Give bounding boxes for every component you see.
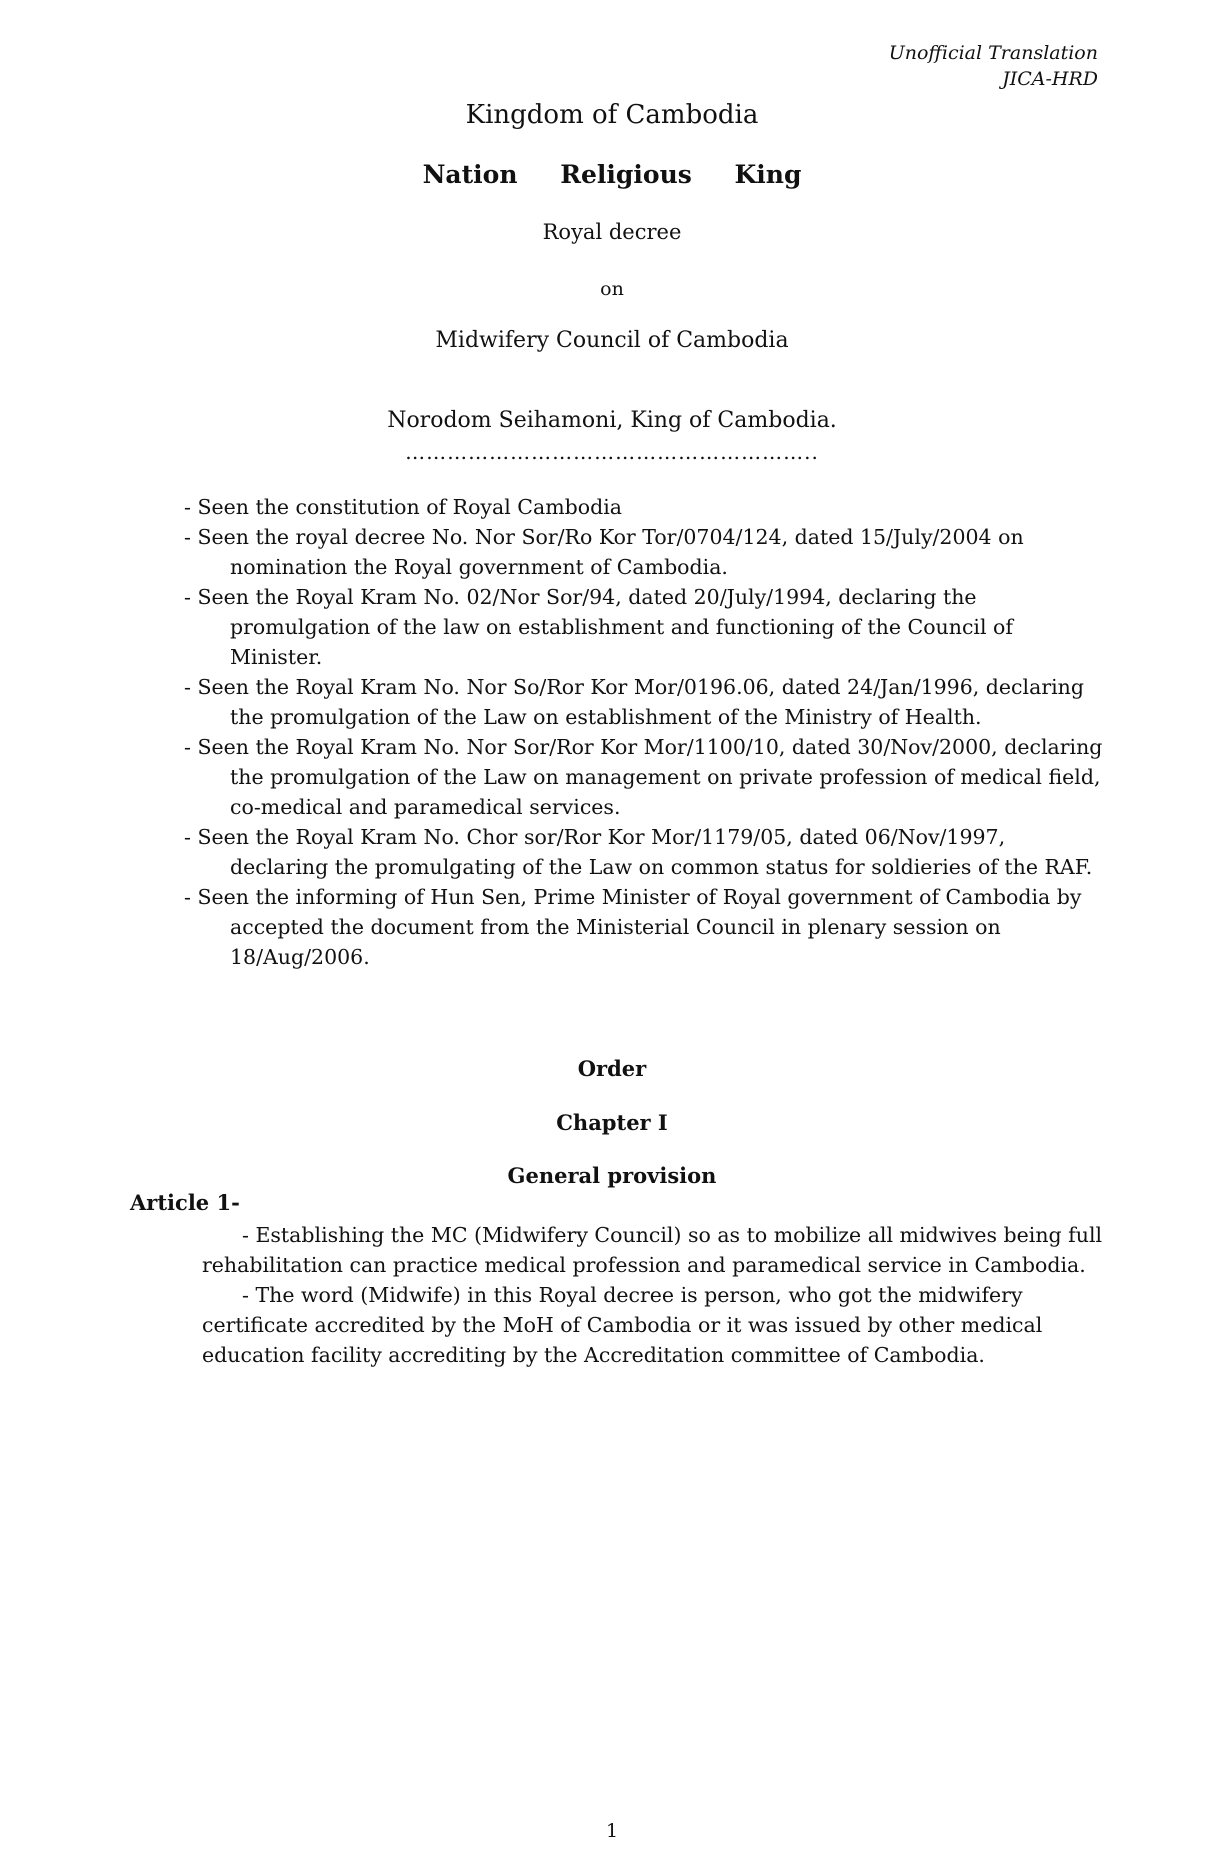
national-motto <box>0 160 1224 189</box>
preamble-item: - Seen the Royal Kram No. Nor Sor/Ror Kor Mor/1100/10, dated 30/Nov/2000, declaring the promulgation of the Law on management on private profession of medical field, co-medical and paramedical services. <box>184 735 1103 819</box>
king-name: Norodom Seihamoni, King of Cambodia. <box>387 408 837 433</box>
translation-note <box>889 40 1098 92</box>
document-title: Kingdom of Cambodia <box>465 100 759 130</box>
section-heading: General provision <box>507 1163 717 1188</box>
preamble-item: - Seen the Royal Kram No. Nor So/Ror Kor Mor/0196.06, dated 24/Jan/1996, declaring the promulgation of the Law on establishment of the Ministry of Health. <box>184 675 1084 729</box>
motto-king: King <box>734 160 802 189</box>
chapter-heading: Chapter I <box>556 1110 668 1135</box>
order-heading: Order <box>577 1056 647 1081</box>
preamble-item: - Seen the royal decree No. Nor Sor/Ro Kor Tor/0704/124, dated 15/July/2004 on nomination the Royal government of Cambodia. <box>184 525 1024 579</box>
article-paragraph: - Establishing the MC (Midwifery Council) so as to mobilize all midwives being full rehabilitation can practice medical profession and paramedical service in Cambodia. <box>202 1223 1103 1277</box>
preamble-list <box>184 492 1104 972</box>
on-word: on <box>600 278 624 300</box>
translation-note-line2: JICA-HRD <box>1002 68 1098 90</box>
dotted-separator: ………………………………………………….. <box>405 440 819 464</box>
article-paragraph: - The word (Midwife) in this Royal decree is person, who got the midwifery certificate accredited by the MoH of Cambodia or it was issued by other medical education facility accrediting by the Accreditation committee of Cambodia. <box>202 1283 1043 1367</box>
decree-type: Royal decree <box>542 220 682 244</box>
page-number: 1 <box>605 1820 619 1842</box>
article-label: Article 1- <box>130 1190 240 1215</box>
decree-subject: Midwifery Council of Cambodia <box>435 328 789 353</box>
translation-note-line1: Unofficial Translation <box>888 42 1098 64</box>
preamble-item: - Seen the informing of Hun Sen, Prime Minister of Royal government of Cambodia by accepted the document from the Ministerial Council in plenary session on 18/Aug/2006. <box>184 885 1082 969</box>
motto-nation: Nation <box>422 160 518 189</box>
preamble-item: - Seen the Royal Kram No. Chor sor/Ror Kor Mor/1179/05, dated 06/Nov/1997, declaring the promulgating of the Law on common status for soldieries of the RAF. <box>184 825 1093 879</box>
motto-religious: Religious <box>560 160 692 189</box>
article-body <box>202 1220 1112 1370</box>
preamble-item: - Seen the Royal Kram No. 02/Nor Sor/94, dated 20/July/1994, declaring the promulgation of the law on establishment and functioning of the Council of Minister. <box>184 585 1013 669</box>
preamble-item: - Seen the constitution of Royal Cambodia <box>184 495 623 519</box>
